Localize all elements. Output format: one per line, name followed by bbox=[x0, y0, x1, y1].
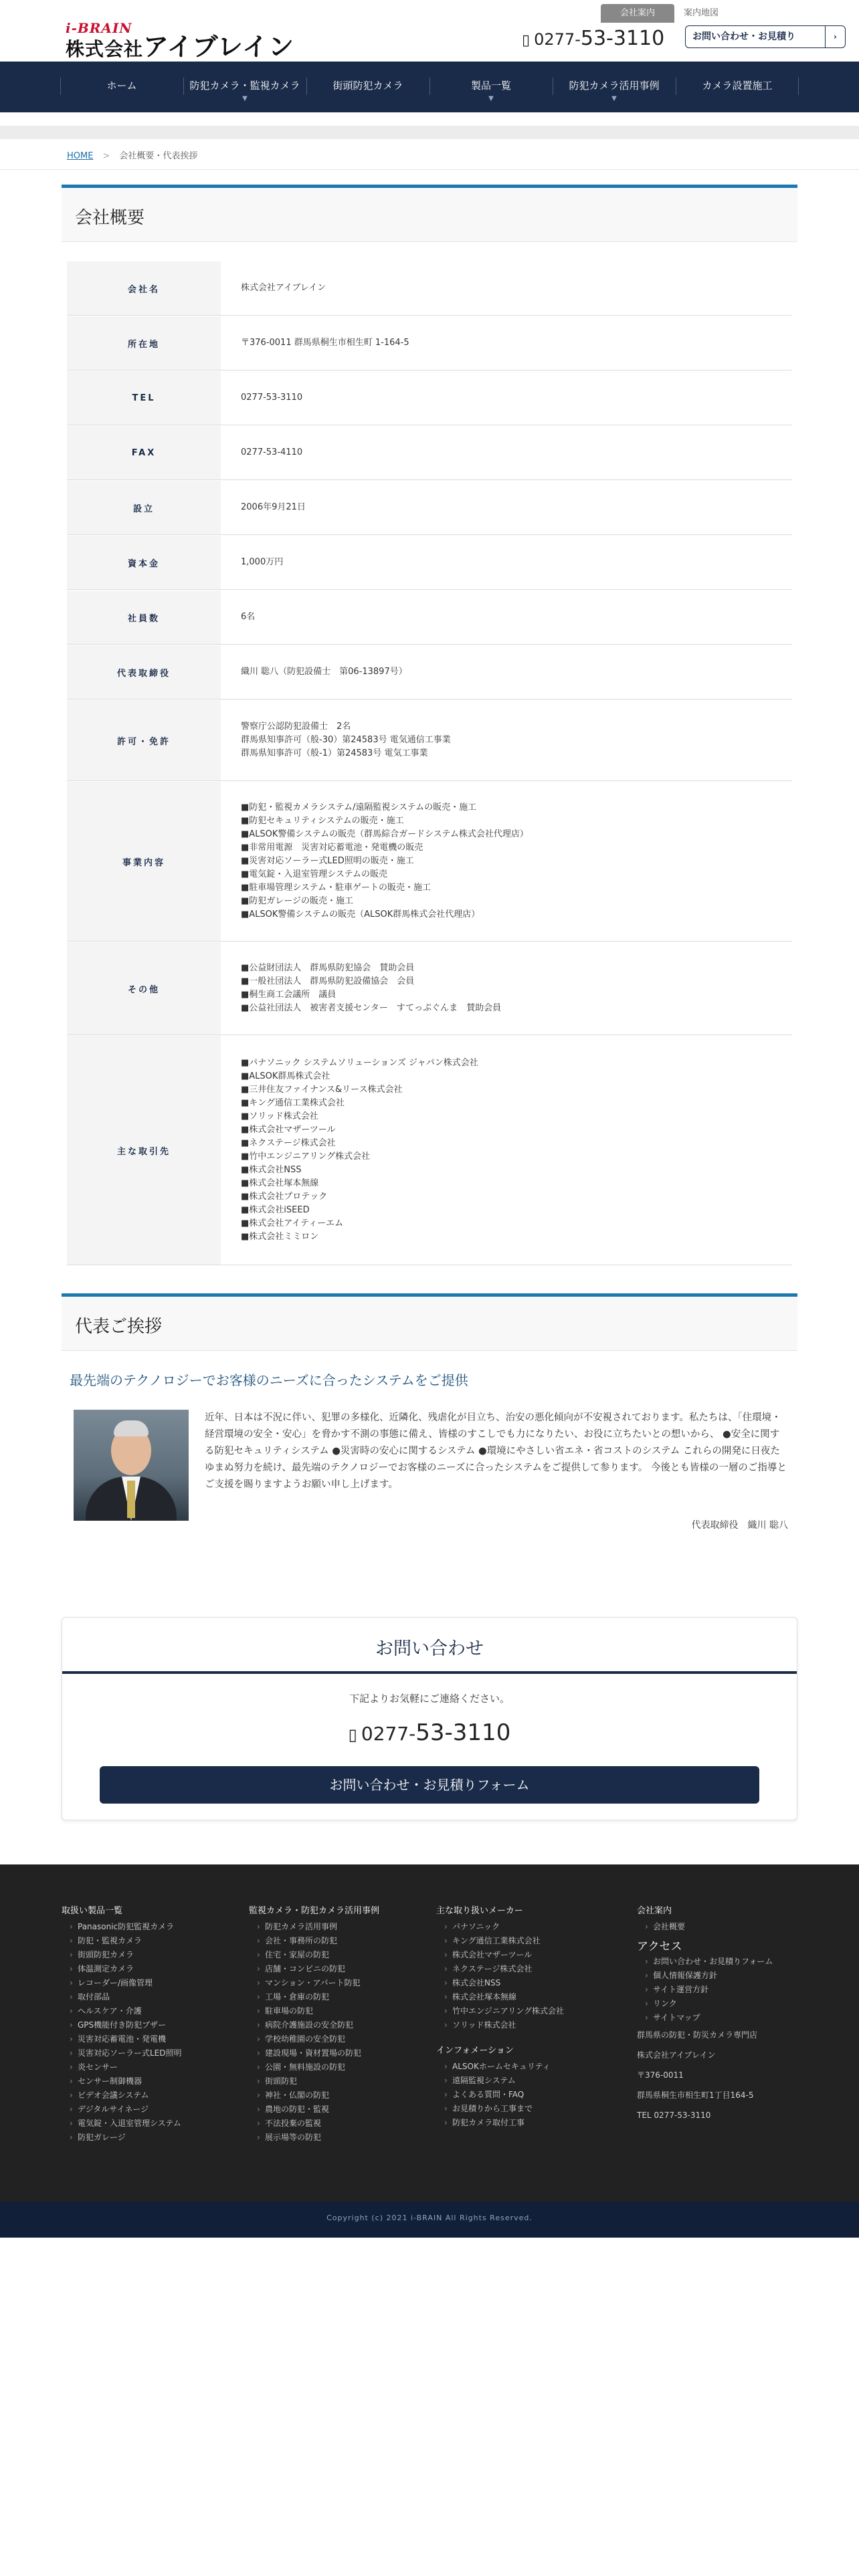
company-title: 会社概要 bbox=[75, 208, 145, 228]
table-row bbox=[67, 535, 792, 590]
site-footer bbox=[0, 1864, 859, 2202]
footer-link[interactable]: › 防犯・監視カメラ bbox=[62, 1934, 182, 1948]
footer-link[interactable]: › 体温測定カメラ bbox=[62, 1962, 182, 1976]
footer-link[interactable]: › 株式会社塚本無線 bbox=[436, 1990, 564, 2004]
row-value: 1,000万円 bbox=[241, 557, 284, 567]
contact-message: 下記よりお気軽にご連絡ください。 bbox=[349, 1693, 510, 1705]
table-row bbox=[67, 1035, 792, 1265]
footer-link[interactable]: › ビデオ会議システム bbox=[62, 2088, 182, 2103]
contact-box bbox=[62, 1617, 797, 1820]
dropdown-arrow-icon: ▼ bbox=[611, 95, 617, 102]
footer-list bbox=[637, 1955, 773, 2025]
footer-link[interactable]: › 防犯ガレージ bbox=[62, 2131, 182, 2145]
footer-link[interactable]: › お問い合わせ・お見積りフォーム bbox=[637, 1955, 773, 1969]
footer-company: 株式会社アイブレイン bbox=[637, 2050, 716, 2060]
footer-link[interactable]: › よくある質問・FAQ bbox=[436, 2088, 564, 2102]
footer-link[interactable]: › 街頭防犯カメラ bbox=[62, 1948, 182, 1962]
footer-link[interactable]: › 竹中エンジニアリング株式会社 bbox=[436, 2004, 564, 2018]
breadcrumb-home[interactable]: HOME bbox=[67, 151, 94, 161]
contact-tel-main: 53-3110 bbox=[415, 1719, 511, 1746]
footer-link[interactable]: › 会社・事務所の防犯 bbox=[249, 1934, 379, 1948]
row-value: 織川 聡八（防犯設備士 第06-13897号） bbox=[241, 667, 407, 677]
row-label: 所在地 bbox=[67, 316, 221, 370]
footer-tagline: 群馬県の防犯・防災カメラ専門店 bbox=[637, 2030, 758, 2040]
footer-link[interactable]: › レコーダー/画像管理 bbox=[62, 1976, 182, 1990]
footer-link[interactable]: › 駐車場の防犯 bbox=[249, 2004, 379, 2018]
footer-heading: 会社案内 bbox=[637, 1906, 672, 1916]
footer-link[interactable]: › 工場・倉庫の防犯 bbox=[249, 1990, 379, 2004]
footer-link[interactable]: › 災害対応蓄電池・発電機 bbox=[62, 2032, 182, 2046]
footer-heading: 取扱い製品一覧 bbox=[62, 1906, 123, 1916]
footer-link[interactable]: › 公園・無料施設の防犯 bbox=[249, 2060, 379, 2074]
greeting-signature: 代表取締役 織川 聡八 bbox=[691, 1520, 788, 1531]
greeting-subtitle: 最先端のテクノロジーでお客様のニーズに合ったシステムをご提供 bbox=[70, 1372, 468, 1388]
footer-link[interactable]: › リンク bbox=[637, 1997, 773, 2011]
footer-link[interactable]: › 病院介護施設の安全防犯 bbox=[249, 2018, 379, 2032]
row-value: 0277-53-4110 bbox=[241, 447, 303, 457]
row-label: 会社名 bbox=[67, 261, 221, 315]
copyright-bar bbox=[0, 2202, 859, 2238]
row-label: 許可・免許 bbox=[67, 700, 221, 780]
logo-name: アイブレイン bbox=[143, 32, 295, 62]
footer-link[interactable]: › 学校幼稚園の安全防犯 bbox=[249, 2032, 379, 2046]
greeting-section-header bbox=[62, 1293, 797, 1351]
row-value: 株式会社アイブレイン bbox=[241, 283, 326, 293]
nav-label: 街頭防犯カメラ bbox=[332, 80, 403, 92]
row-label: 事業内容 bbox=[67, 782, 221, 941]
footer-link[interactable]: › 災害対応ソーラー式LED照明 bbox=[62, 2046, 182, 2060]
header-tel-main: 53-3110 bbox=[580, 27, 665, 50]
footer-list bbox=[62, 1920, 182, 2145]
footer-tel: TEL 0277-53-3110 bbox=[637, 2111, 711, 2120]
row-label: FAX bbox=[67, 426, 221, 479]
footer-link[interactable]: › 住宅・家屋の防犯 bbox=[249, 1948, 379, 1962]
dropdown-arrow-icon: ▼ bbox=[242, 95, 248, 102]
util-access-link[interactable]: 案内地図 bbox=[683, 8, 719, 18]
footer-address: 群馬県桐生市相生町1丁目164-5 bbox=[637, 2090, 754, 2100]
logo-main bbox=[66, 32, 294, 64]
row-label: TEL bbox=[67, 371, 221, 425]
footer-link[interactable]: › お見積りから工事まで bbox=[436, 2102, 564, 2116]
row-label: その他 bbox=[67, 942, 221, 1035]
footer-link[interactable]: › ソリッド株式会社 bbox=[436, 2018, 564, 2032]
footer-link[interactable]: › 建設現場・資材置場の防犯 bbox=[249, 2046, 379, 2060]
nav-security-camera[interactable] bbox=[183, 62, 306, 112]
divider-strip bbox=[0, 126, 859, 139]
nav-label: ホーム bbox=[106, 80, 137, 92]
table-row bbox=[67, 781, 792, 942]
footer-link[interactable]: › 防犯カメラ活用事例 bbox=[249, 1920, 379, 1934]
breadcrumb-bar bbox=[0, 139, 859, 170]
table-row bbox=[67, 261, 792, 316]
footer-link[interactable]: › ネクステージ株式会社 bbox=[436, 1962, 564, 1976]
header-contact-button[interactable] bbox=[685, 25, 846, 48]
contact-tel-prefix: 0277- bbox=[361, 1723, 416, 1745]
table-row bbox=[67, 590, 792, 645]
header-contact-label: お問い合わせ・お見積り bbox=[692, 31, 795, 42]
nav-label: カメラ設置施工 bbox=[702, 80, 773, 92]
row-label: 社員数 bbox=[67, 591, 221, 644]
footer-link[interactable]: › 会社概要 bbox=[637, 1920, 773, 1934]
table-row bbox=[67, 370, 792, 425]
nav-label: 防犯カメラ・監視カメラ bbox=[189, 80, 300, 92]
footer-link[interactable]: › 炎センサー bbox=[62, 2060, 182, 2074]
nav-products[interactable] bbox=[430, 62, 553, 112]
footer-list bbox=[249, 1920, 379, 2145]
company-table bbox=[67, 261, 792, 1265]
footer-link[interactable]: › 店舗・コンビニの防犯 bbox=[249, 1962, 379, 1976]
footer-heading: 主な取り扱いメーカー bbox=[436, 1906, 523, 1916]
header-phone[interactable] bbox=[522, 25, 664, 54]
footer-heading: インフォメーション bbox=[436, 2046, 514, 2056]
footer-list bbox=[436, 1920, 564, 2032]
global-nav bbox=[0, 62, 859, 112]
row-value: 2006年9月21日 bbox=[241, 502, 306, 512]
row-value: ■公益財団法人 群馬県防犯協会 賛助会員 ■一般社団法人 群馬県防犯設備協会 会員 ■桐生商工会議所 議員 ■公益社団法人 被害者支援センター すてっぷぐんま 賛助会員 bbox=[241, 963, 502, 1013]
nav-case-studies[interactable] bbox=[553, 62, 676, 112]
contact-divider bbox=[62, 1671, 797, 1674]
footer-heading: 監視カメラ・防犯カメラ活用事例 bbox=[249, 1906, 380, 1916]
footer-link[interactable]: › 街頭防犯 bbox=[249, 2074, 379, 2088]
row-value: 〒376-0011 群馬県桐生市相生町 1-164-5 bbox=[241, 338, 409, 348]
greeting-body: 近年、日本は不況に伴い、犯罪の多様化、近隣化、残虐化が目立ち、治安の悪化傾向が不安視されております。私たちは、「住環境・経営環境の安全・安心」を脅かす不測の事態に備え、皆様のすこしでも力になりたい、お役に立ちたいとの想いから、 ●安全に関する防犯セキュリティシステム ●災害時の安心に関するシステム ●環境にやさしい省エネ・省コストのシステム これらの開発に日夜たゆまぬ努力を続け、最先端のテクノロジーでお客様のニーズに合ったシステムをご提供して参ります。 今後とも皆様の一層のご指導とご支援を賜りますようお願い申し上げます。 bbox=[205, 1412, 787, 1490]
footer-list bbox=[436, 2060, 564, 2130]
util-company-link[interactable]: 会社案内 bbox=[601, 4, 674, 23]
row-value: 警察庁公認防犯設備士 2名 群馬県知事許可（般-30）第24583号 電気通信工事業 群馬県知事許可（般-1）第24583号 電気工事業 bbox=[241, 722, 451, 758]
footer-col-cases bbox=[249, 1903, 379, 2145]
footer-link[interactable]: › サイトマップ bbox=[637, 2011, 773, 2025]
row-value: 6名 bbox=[241, 612, 256, 622]
logo-prefix: 株式会社 bbox=[66, 38, 144, 60]
footer-link[interactable]: › Panasonic防犯監視カメラ bbox=[62, 1920, 182, 1934]
nav-label: 製品一覧 bbox=[470, 80, 511, 92]
footer-link[interactable]: › キング通信工業株式会社 bbox=[436, 1934, 564, 1948]
table-row bbox=[67, 425, 792, 480]
row-label: 代表取締役 bbox=[67, 645, 221, 699]
phone-icon: ▯ bbox=[348, 1725, 357, 1744]
contact-title: お問い合わせ bbox=[375, 1638, 484, 1659]
row-label: 主な取引先 bbox=[67, 1036, 221, 1265]
footer-link[interactable]: › 遠隔監視システム bbox=[436, 2074, 564, 2088]
footer-link[interactable]: › ヘルスケア・介護 bbox=[62, 2004, 182, 2018]
footer-link[interactable]: › 神社・仏閣の防犯 bbox=[249, 2088, 379, 2103]
footer-col-products bbox=[62, 1903, 182, 2145]
nav-label: 防犯カメラ活用事例 bbox=[569, 80, 660, 92]
table-row bbox=[67, 942, 792, 1035]
breadcrumb-current: 会社概要・代表挨拶 bbox=[119, 151, 198, 161]
table-row bbox=[67, 700, 792, 781]
row-value: ■パナソニック システムソリューションズ ジャパン株式会社 ■ALSOK群馬株式会社 ■三井住友ファイナンス&リース株式会社 ■キング通信工業株式会社 ■ソリッド株式会社 ■株式会社マザーツール ■ネクステージ株式会社 ■竹中エンジニアリング株式会社 ■株式会社NSS ■株式会社塚本無線 ■株式会社プロテック ■株式会社iSEED ■株式会社アイティーエム ■株式会社ミミロン bbox=[241, 1058, 478, 1242]
dropdown-arrow-icon: ▼ bbox=[488, 95, 494, 102]
row-value: ■防犯・監視カメラシステム/遠隔監視システムの販売・施工 ■防犯セキュリティシステムの販売・施工 ■ALSOK警備システムの販売（群馬綜合ガードシステム株式会社代理店） ■非常用電源 災害対応蓄電池・発電機の販売 ■災害対応ソーラー式LED照明の販売・施工 ■電気錠・入退室管理システムの販売 ■駐車場管理システム・駐車ゲートの販売・施工 ■防犯ガレージの販売・施工 ■ALSOK警備システムの販売（ALSOK群馬株式会社代理店） bbox=[241, 802, 529, 920]
footer-link[interactable]: › 電気錠・入退室管理システム bbox=[62, 2117, 182, 2131]
nav-installation[interactable] bbox=[676, 62, 799, 112]
table-row bbox=[67, 480, 792, 535]
contact-form-button[interactable]: お問い合わせ・お見積りフォーム bbox=[100, 1766, 759, 1804]
footer-link[interactable]: › マンション・アパート防犯 bbox=[249, 1976, 379, 1990]
footer-link[interactable]: › サイト運営方針 bbox=[637, 1983, 773, 1997]
footer-link[interactable]: › 展示場等の防犯 bbox=[249, 2131, 379, 2145]
footer-link[interactable]: › 不法投棄の監視 bbox=[249, 2117, 379, 2131]
greeting-title: 代表ご挨拶 bbox=[75, 1317, 163, 1337]
footer-link[interactable]: › 個人情報保護方針 bbox=[637, 1969, 773, 1983]
footer-link[interactable]: › デジタルサイネージ bbox=[62, 2103, 182, 2117]
company-section-header bbox=[62, 185, 797, 242]
footer-access-heading[interactable]: アクセス bbox=[637, 1940, 682, 1953]
table-row bbox=[67, 645, 792, 700]
footer-link[interactable]: › GPS機能付き防犯ブザー bbox=[62, 2018, 182, 2032]
site-header bbox=[0, 0, 859, 62]
footer-zip: 〒376-0011 bbox=[637, 2070, 684, 2080]
contact-phone[interactable] bbox=[62, 1719, 797, 1746]
nav-home[interactable] bbox=[60, 62, 183, 112]
ceo-photo bbox=[74, 1410, 189, 1521]
phone-icon: ▯ bbox=[522, 32, 531, 49]
footer-link[interactable]: › 防犯カメラ取付工事 bbox=[436, 2116, 564, 2130]
copyright: Copyright (c) 2021 i-BRAIN All Rights Reserved. bbox=[326, 2214, 533, 2222]
breadcrumb-separator: > bbox=[102, 151, 110, 161]
chevron-right-icon: › bbox=[825, 26, 845, 47]
row-value: 0277-53-3110 bbox=[241, 393, 303, 403]
logo-sub: i-BRAIN bbox=[66, 20, 132, 36]
footer-link[interactable]: › 株式会社NSS bbox=[436, 1976, 564, 1990]
nav-street-camera[interactable] bbox=[306, 62, 430, 112]
footer-link[interactable]: › ALSOKホームセキュリティ bbox=[436, 2060, 564, 2074]
footer-col-makers bbox=[436, 1903, 564, 2130]
footer-link[interactable]: › パナソニック bbox=[436, 1920, 564, 1934]
logo[interactable] bbox=[66, 20, 320, 62]
footer-list bbox=[637, 1920, 773, 1934]
row-label: 設立 bbox=[67, 481, 221, 534]
footer-link[interactable]: › 株式会社マザーツール bbox=[436, 1948, 564, 1962]
footer-link[interactable]: › 農地の防犯・監視 bbox=[249, 2103, 379, 2117]
table-row bbox=[67, 316, 792, 370]
footer-link[interactable]: › センサー制御機器 bbox=[62, 2074, 182, 2088]
footer-link[interactable]: › 取付部品 bbox=[62, 1990, 182, 2004]
row-label: 資本金 bbox=[67, 536, 221, 589]
breadcrumb bbox=[67, 148, 197, 161]
footer-col-company bbox=[637, 1903, 773, 2125]
header-tel-prefix: 0277- bbox=[534, 30, 581, 49]
